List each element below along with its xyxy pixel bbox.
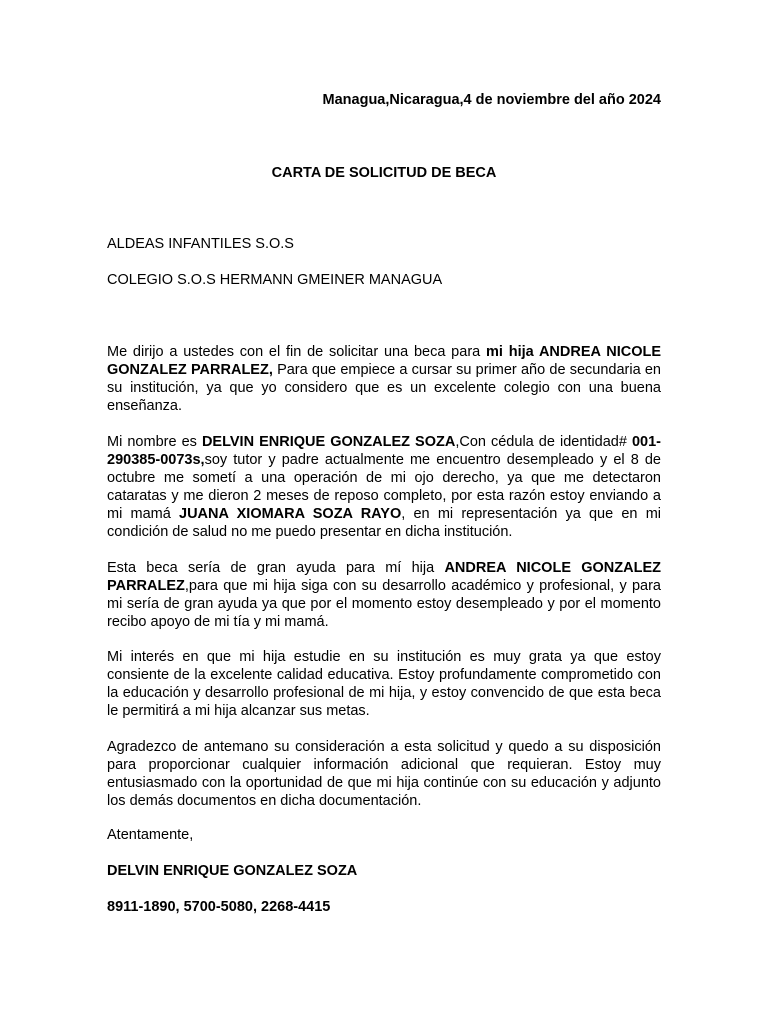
paragraph-identity-bold-mother: JUANA XIOMARA SOZA RAYO bbox=[179, 506, 402, 522]
paragraph-help-text-1: Esta beca sería de gran ayuda para mí hija bbox=[107, 560, 445, 576]
paragraph-identity bbox=[107, 433, 661, 541]
paragraph-help-bold-1: ANDREA NICOLE GONZALEZ PARRALEZ bbox=[107, 560, 661, 594]
date-line: Managua,Nicaragua,4 de noviembre del año 2024 bbox=[322, 92, 661, 108]
paragraph-interest: Mi interés en que mi hija estudie en su institución es muy grata ya que estoy consiente de la excelente calidad educativa. Estoy profundamente comprometido con la educación y desarrollo profesional de mi hija, y estoy convencido de que esta beca le permitirá a mi hija alcanzar sus metas. bbox=[107, 649, 661, 719]
paragraph-request bbox=[107, 343, 661, 415]
paragraph-identity-text-4: , en mi representación ya que en mi condición de salud no me puedo presentar en dicha institución. bbox=[107, 506, 662, 540]
paragraph-request-text-1: Me dirijo a ustedes con el fin de solicitar una beca para bbox=[107, 344, 486, 360]
paragraph-identity-text-2: ,Con cédula de identidad# bbox=[455, 434, 632, 450]
paragraph-identity-bold-name: DELVIN ENRIQUE GONZALEZ SOZA bbox=[201, 434, 456, 450]
recipient-organization: ALDEAS INFANTILES S.O.S bbox=[107, 236, 294, 252]
paragraph-identity-bold-id: 001-290385-0073s, bbox=[107, 434, 661, 468]
paragraph-help-text-2: ,para que mi hija siga con su desarrollo académico y profesional, y para mi sería de gran ayuda ya que por el momento estoy desempleado y por el momento recibo apoyo de mi tía y mi mamá. bbox=[107, 578, 661, 630]
paragraph-request-text-2: Para que empiece a cursar su primer año de secundaria en su institución, ya que yo considero que es un excelente colegio con una buena enseñanza. bbox=[107, 362, 661, 414]
paragraph-thanks: Agradezco de antemano su consideración a esta solicitud y quedo a su disposición para proporcionar cualquier información adicional que requieran. Estoy muy entusiasmado con la oportunidad de que mi hija continúe con su educación y adjunto los demás documentos en dicha documentación. bbox=[107, 739, 661, 809]
phone-numbers: 8911-1890, 5700-5080, 2268-4415 bbox=[107, 899, 331, 915]
closing: Atentamente, bbox=[107, 827, 194, 843]
signature-name: DELVIN ENRIQUE GONZALEZ SOZA bbox=[107, 863, 358, 879]
paragraph-request-bold-1: mi hija ANDREA NICOLE GONZALEZ PARRALEZ, bbox=[107, 344, 661, 378]
paragraph-help bbox=[107, 559, 661, 631]
paragraph-identity-text-3: soy tutor y padre actualmente me encuentro desempleado y el 8 de octubre me sometí a una operación de mi ojo derecho, ya que me detectaron cataratas y me dieron 2 meses de reposo completo, por esta razón estoy enviando a mi mamá bbox=[107, 452, 661, 522]
letter-title: CARTA DE SOLICITUD DE BECA bbox=[271, 165, 497, 181]
recipient-school: COLEGIO S.O.S HERMANN GMEINER MANAGUA bbox=[107, 272, 443, 288]
paragraph-identity-text-1: Mi nombre es bbox=[107, 434, 202, 450]
